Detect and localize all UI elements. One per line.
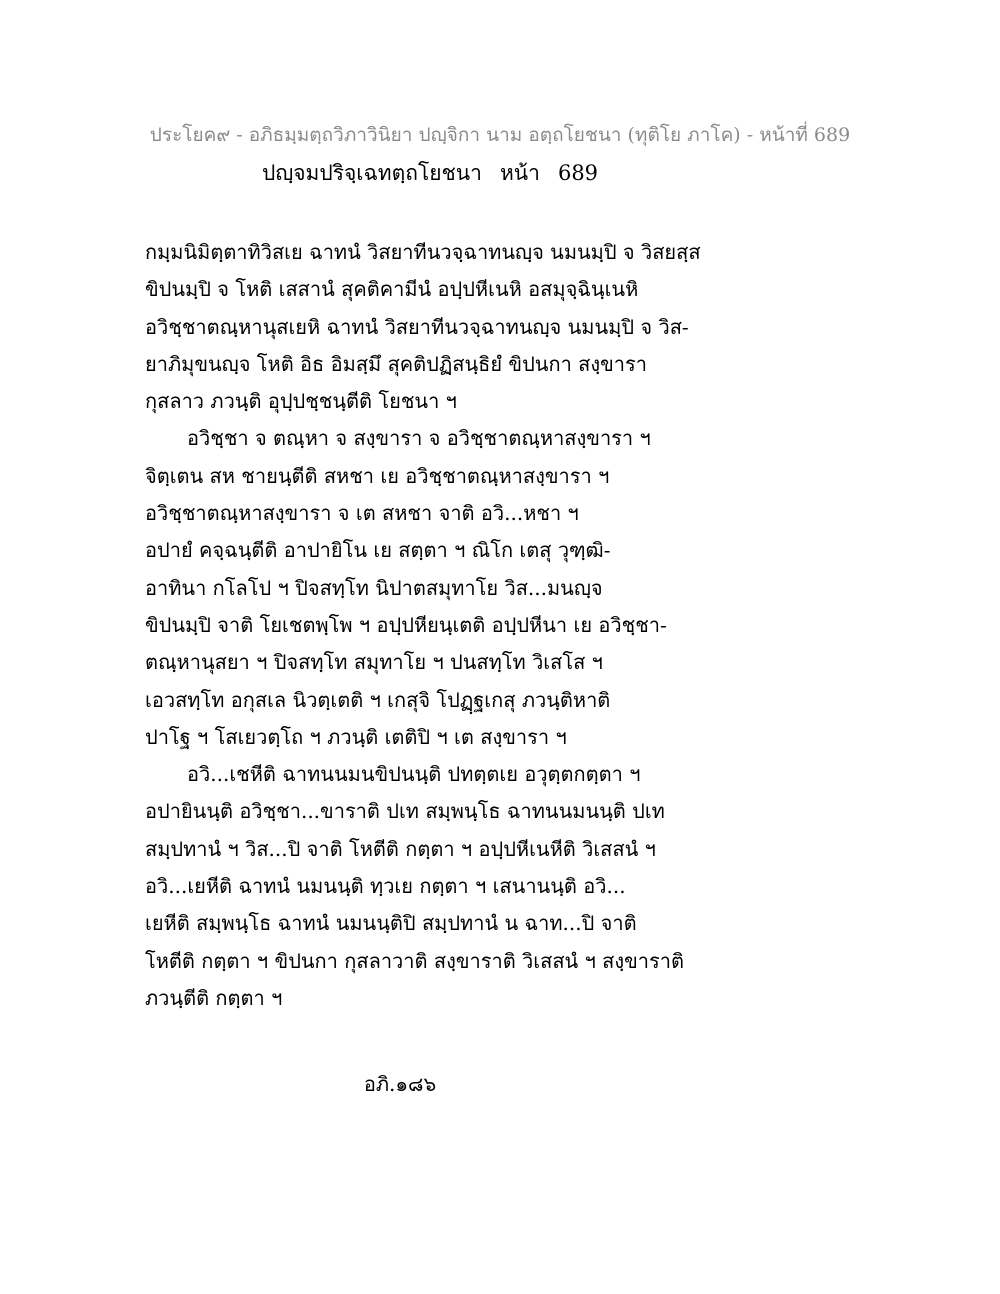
text-line: อวิ...เยหีติ ฉาทนํ นมนนฺติ ทฺวเย กตฺตา ฯ เสนานนฺติ อวิ... bbox=[145, 874, 626, 899]
text-line: อปายํ คจฺฉนฺตีติ อาปายิโน เย สตฺตา ฯ ณิโก เตสุ วุฑฺฒิ- bbox=[145, 538, 611, 563]
text-line: เยหีติ สมฺพนฺโธ ฉาทนํ นมนนฺติปิ สมฺปทานํ น ฉาท...ปิ จาติ bbox=[145, 911, 637, 936]
text-line: สมฺปทานํ ฯ วิส...ปิ จาติ โหตีติ กตฺตา ฯ อปฺปหีเนหีติ วิเสสนํ ฯ bbox=[145, 836, 656, 861]
text-line: โหตีติ กตฺตา ฯ ขิปนกา กุสลาวาติ สงฺขาราติ วิเสสนํ ฯ สงฺขาราติ bbox=[145, 948, 684, 973]
text-line: กุสลาว ภวนฺติ อุปฺปชฺชนฺตีติ โยชนา ฯ bbox=[145, 389, 457, 414]
text-line: อาทินา กโลโป ฯ ปิจสทฺโท นิปาตสมุทาโย วิส...มนญฺจ bbox=[145, 575, 603, 600]
text-line: ขิปนมฺปิ จาติ โยเชตพฺโพ ฯ อปฺปหียนฺเตติ อปฺปหีนา เย อวิชฺชา- bbox=[145, 612, 667, 637]
text-line: ยาภิมุขนญฺจ โหติ อิธ อิมสฺมึ สุคติปฏิสนฺธิยํ ขิปนกา สงฺขารา bbox=[145, 351, 648, 376]
text-line: อวิชฺชา จ ตณฺหา จ สงฺขารา จ อวิชฺชาตณฺหาสงฺขารา ฯ bbox=[187, 426, 651, 451]
text-line: อวิชฺชาตณฺหาสงฺขารา จ เต สหชา จาติ อวิ...หชา ฯ bbox=[145, 501, 579, 526]
page-heading bbox=[262, 157, 598, 190]
text-line: ภวนฺตีติ กตฺตา ฯ bbox=[145, 985, 283, 1010]
running-header: ประโยค๙ - อภิธมฺมตฺถวิภาวินิยา ปญฺจิกา นาม อตฺถโยชนา (ทุติโย ภาโค) - หน้าที่ 689 bbox=[149, 124, 851, 146]
page-label: หน้า bbox=[499, 161, 540, 185]
section-title: ปญฺจมปริจฺเฉทตฺถโยชนา bbox=[262, 161, 482, 185]
page-footer-code: อภิ.๑๘๖ bbox=[363, 1072, 437, 1096]
text-line: ปาโฐ ฯ โสเยวตฺโถ ฯ ภวนฺติ เตติปิ ฯ เต สงฺขารา ฯ bbox=[145, 724, 567, 749]
text-line: ตณฺหานุสยา ฯ ปิจสทฺโท สมุทาโย ฯ ปนสทฺโท วิเสโส ฯ bbox=[145, 650, 603, 675]
text-line: อปายินนฺติ อวิชฺชา...ขาราติ ปเท สมฺพนฺโธ ฉาทนนมนนฺติ ปเท bbox=[145, 799, 665, 824]
text-line: อวิ...เชหีติ ฉาทนนมนขิปนนฺติ ปทตฺตเย อวุตฺตกตฺตา ฯ bbox=[187, 762, 641, 787]
text-line: กมฺมนิมิตฺตาทิวิสเย ฉาทนํ วิสยาทีนวจฺฉาทนญฺจ นมนมฺปิ จ วิสยสฺส bbox=[145, 240, 701, 264]
text-line: อวิชฺชาตณฺหานุสเยหิ ฉาทนํ วิสยาทีนวจฺฉาทนญฺจ นมนมฺปิ จ วิส- bbox=[145, 314, 689, 339]
body-text bbox=[145, 234, 865, 1017]
page-number: 689 bbox=[557, 161, 599, 185]
text-line: ขิปนมฺปิ จ โหติ เสสานํ สุคติคามีนํ อปฺปหีเนหิ อสมุจฺฉินฺเนหิ bbox=[145, 277, 639, 302]
text-line: จิตฺเตน สห ชายนฺตีติ สหชา เย อวิชฺชาตณฺหาสงฺขารา ฯ bbox=[145, 463, 610, 488]
text-line: เอวสทฺโท อกุสเล นิวตฺเตติ ฯ เกสุจิ โปฏฺฐเกสุ ภวนฺติหาติ bbox=[145, 687, 611, 712]
